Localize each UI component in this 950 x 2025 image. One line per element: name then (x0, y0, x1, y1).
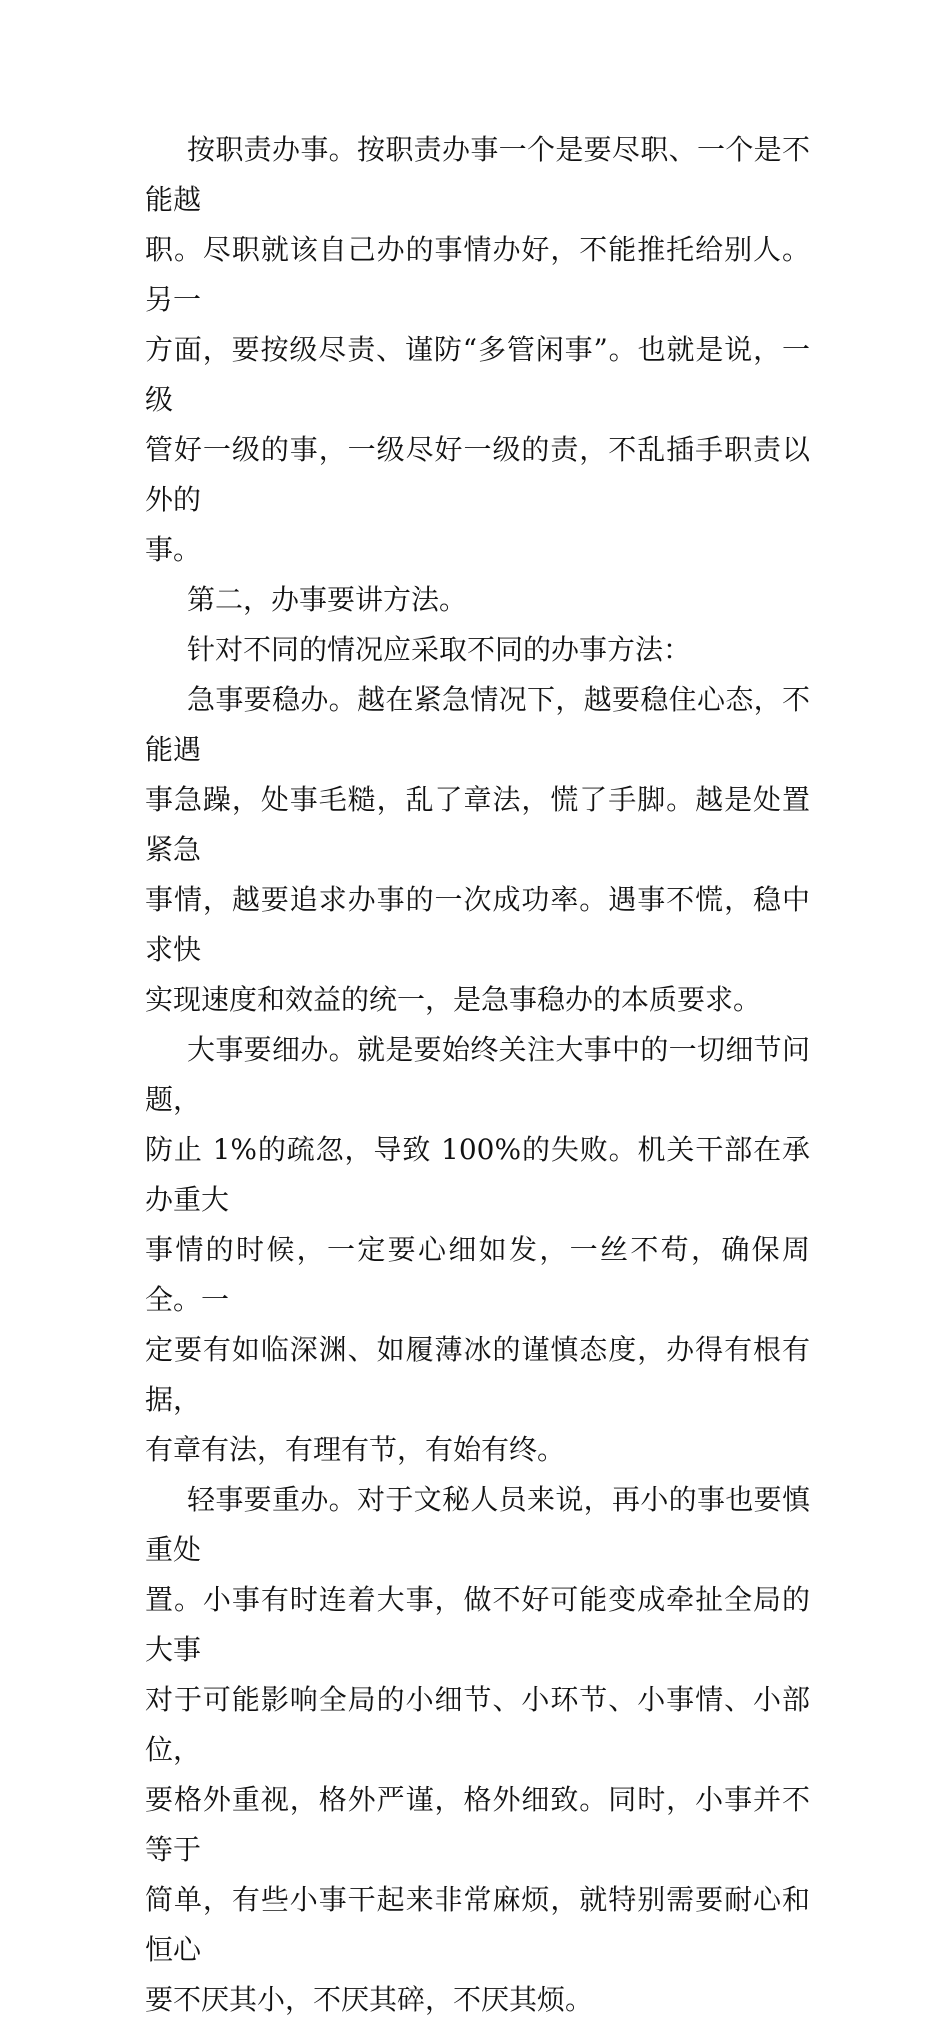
document-body (145, 125, 810, 2025)
paragraph-section-two-heading: 第二，办事要讲方法。 (187, 583, 468, 616)
paragraph-duty: 按职责办事。按职责办事一个是要尽职、一个是不能越 职。尽职就该自己办的事情办好，不能推托给别人。另一 方面，要按级尽责、谨防“多管闲事”。也就是说，一级 管好一级的事，一级尽好一级的责，不乱插手职责以外的 事。 (145, 133, 810, 566)
paragraph-minor-matters: 轻事要重办。对于文秘人员来说，再小的事也要慎重处 置。小事有时连着大事，做不好可能变成牵扯全局的大事 对于可能影响全局的小细节、小环节、小事情、小部位， 要格外重视，格外严谨，格外细致。同时，小事并不等于 简单，有些小事干起来非常麻烦，就特别需要耐心和恒心 要不厌其小，不厌其碎，不厌其烦。 (145, 1483, 810, 2016)
paragraph-major-matters: 大事要细办。就是要始终关注大事中的一切细节问题， 防止 1%的疏忽，导致 100%的失败。机关干部在承办重大 事情的时候，一定要心细如发，一丝不苟，确保周全。一 定要有如临深渊、如履薄冰的谨慎态度，办得有根有据， 有章有法，有理有节，有始有终。 (145, 1033, 810, 1466)
paragraph-methods-intro: 针对不同的情况应采取不同的办事方法： (187, 633, 692, 666)
paragraph-urgent-matters: 急事要稳办。越在紧急情况下，越要稳住心态，不能遇 事急躁，处事毛糙，乱了章法，慌了手脚。越是处置紧急 事情，越要追求办事的一次成功率。遇事不慌，稳中求快 实现速度和效益的统一，是急事稳办的本质要求。 (145, 683, 810, 1016)
